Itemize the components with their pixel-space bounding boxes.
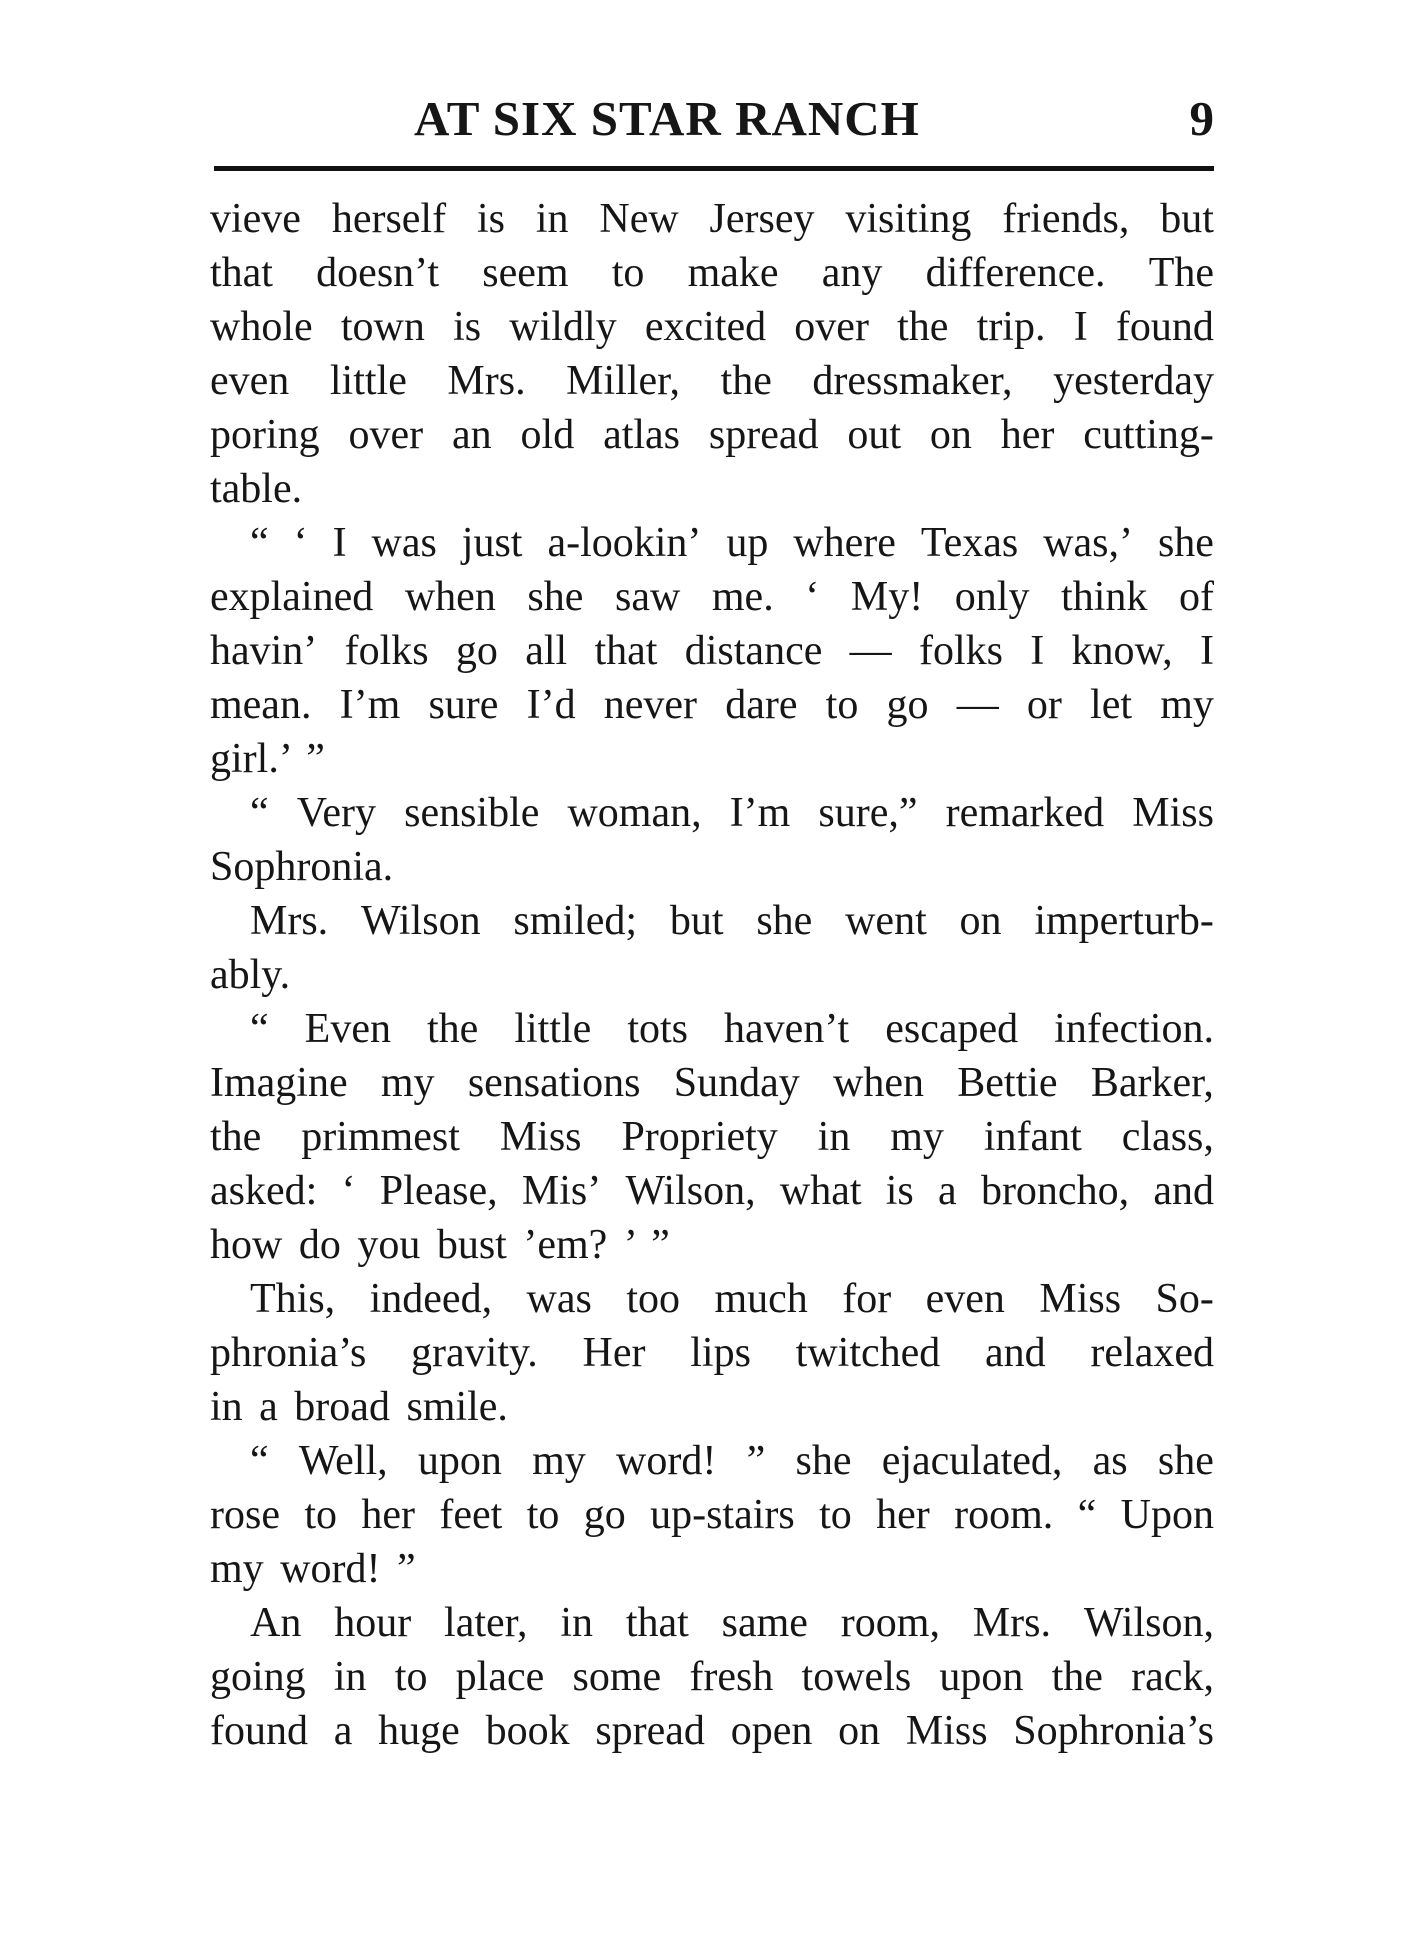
text-line: in a broad smile. <box>210 1384 508 1430</box>
text-line: vieve herself is in New Jersey visiting friends, but <box>210 196 1214 242</box>
text-line: ably. <box>210 952 291 998</box>
header-rule <box>214 166 1214 171</box>
text-line: table. <box>210 466 303 512</box>
text-line: that doesn’t seem to make any difference. The <box>210 250 1214 296</box>
text-line: my word! ” <box>210 1546 416 1592</box>
text-line: “ Even the little tots haven’t escaped infection. <box>250 1006 1214 1052</box>
text-line: “ Very sensible woman, I’m sure,” remarked Miss <box>250 790 1214 836</box>
text-line: how do you bust ’em? ’ ” <box>210 1222 670 1268</box>
text-line: phronia’s gravity. Her lips twitched and relaxed <box>210 1330 1214 1376</box>
text-line: even little Mrs. Miller, the dressmaker, yesterday <box>210 358 1214 404</box>
text-line: “ ‘ I was just a-lookin’ up where Texas was,’ she <box>250 520 1214 566</box>
text-line: explained when she saw me. ‘ My! only think of <box>210 574 1214 620</box>
text-line: havin’ folks go all that distance — folks I know, I <box>210 628 1214 674</box>
text-line: whole town is wildly excited over the trip. I found <box>210 304 1214 350</box>
text-line: “ Well, upon my word! ” she ejaculated, as she <box>250 1438 1214 1484</box>
text-line: found a huge book spread open on Miss Sophronia’s <box>210 1708 1214 1754</box>
text-line: Mrs. Wilson smiled; but she went on imperturb- <box>250 898 1214 944</box>
text-line: This, indeed, was too much for even Miss So- <box>250 1276 1214 1322</box>
page-number: 9 <box>1189 91 1214 146</box>
text-line: Imagine my sensations Sunday when Bettie Barker, <box>210 1060 1214 1106</box>
text-line: the primmest Miss Propriety in my infant class, <box>210 1114 1214 1160</box>
running-title: AT SIX STAR RANCH <box>414 91 920 146</box>
text-line: girl.’ ” <box>210 736 325 782</box>
text-line: rose to her feet to go up-stairs to her room. “ Upon <box>210 1492 1214 1538</box>
text-line: poring over an old atlas spread out on her cutting- <box>210 412 1214 458</box>
text-line: going in to place some fresh towels upon the rack, <box>210 1654 1214 1700</box>
text-line: mean. I’m sure I’d never dare to go — or let my <box>210 682 1214 728</box>
page-header <box>214 84 1214 156</box>
text-line: An hour later, in that same room, Mrs. Wilson, <box>250 1600 1214 1646</box>
text-line: Sophronia. <box>210 844 394 890</box>
body-text <box>210 192 1214 1758</box>
text-line: asked: ‘ Please, Mis’ Wilson, what is a broncho, and <box>210 1168 1214 1214</box>
